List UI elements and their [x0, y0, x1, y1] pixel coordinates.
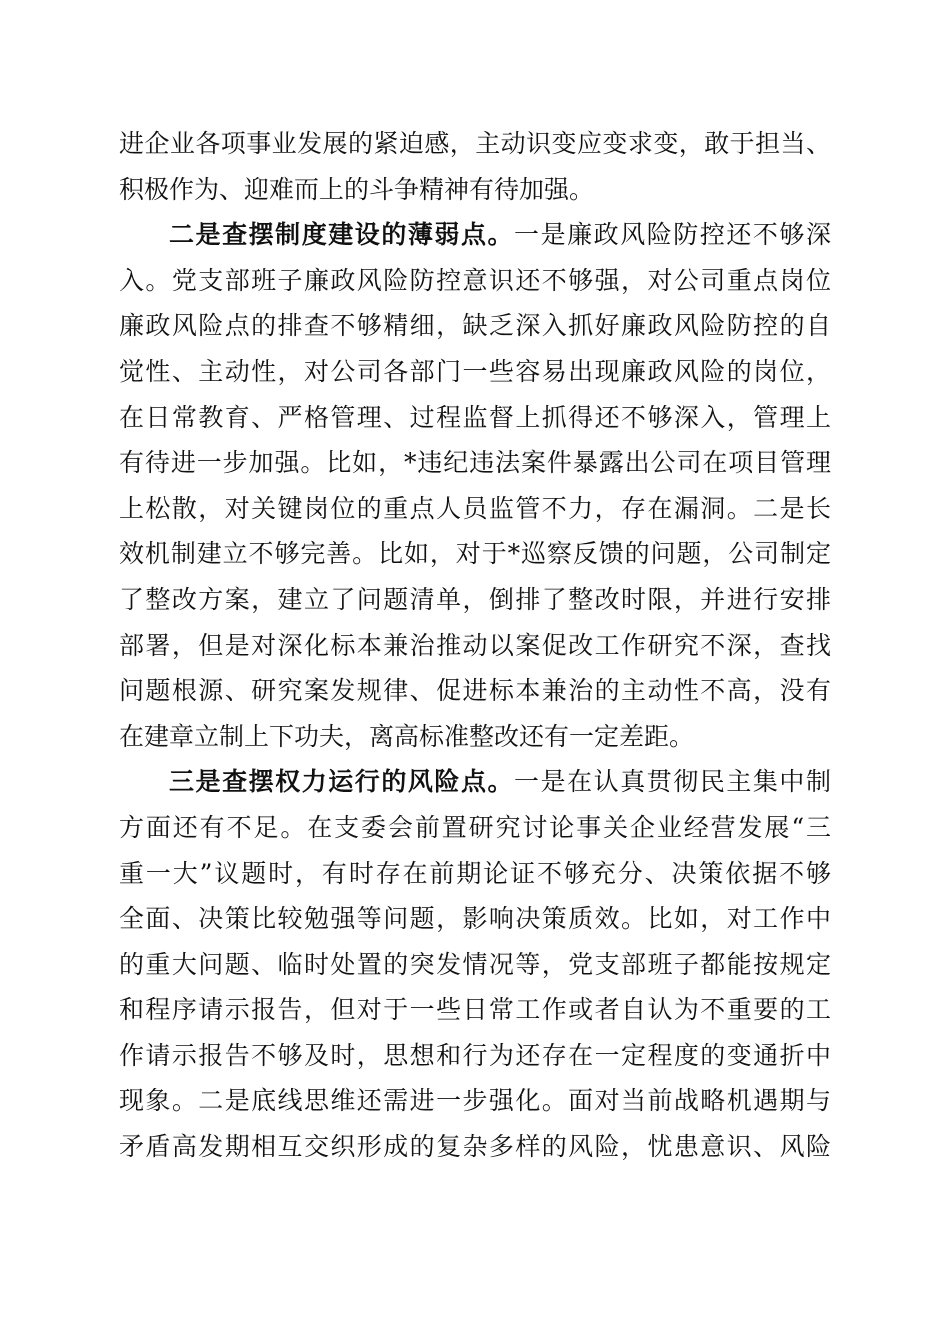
- document-body: [119, 121, 831, 1170]
- paragraph-2-line-2: 入。党支部班子廉政风险防控意识还不够强，对公司重点岗位: [119, 265, 831, 295]
- paragraph-3-line-9: 矛盾高发期相互交织形成的复杂多样的风险，忧患意识、风险: [119, 1132, 831, 1162]
- paragraph-2-lead: 二是查摆制度建设的薄弱点。: [169, 220, 515, 250]
- paragraph-3-lead: 三是查摆权力运行的风险点。: [169, 767, 515, 797]
- paragraph-3-line-4: 全面、决策比较勉强等问题，影响决策质效。比如，对工作中: [119, 904, 831, 934]
- paragraph-3-line-7: 作请示报告不够及时，思想和行为还存在一定程度的变通折中: [119, 1040, 831, 1070]
- paragraph-2-line-3: 廉政风险点的排查不够精细，缺乏深入抓好廉政风险防控的自: [119, 311, 831, 341]
- paragraph-3-line-3: 重一大”议题时，有时存在前期论证不够充分、决策依据不够: [119, 858, 831, 888]
- paragraph-3-line-1: [119, 759, 831, 805]
- paragraph-3-line-1-text: 一是在认真贯彻民主集中制: [514, 767, 831, 797]
- paragraph-2-line-10: 部署，但是对深化标本兼治推动以案促改工作研究不深，查找: [119, 630, 831, 660]
- paragraph-3-line-8: 现象。二是底线思维还需进一步强化。面对当前战略机遇期与: [119, 1086, 831, 1116]
- paragraph-3-line-2: 方面还有不足。在支委会前置研究讨论事关企业经营发展“三: [119, 812, 831, 842]
- paragraph-2-line-7: 上松散，对关键岗位的重点人员监管不力，存在漏洞。二是长: [119, 493, 831, 523]
- paragraph-2-line-1-text: 一是廉政风险防控还不够深: [514, 220, 831, 250]
- paragraph-1-line-2: 积极作为、迎难而上的斗争精神有待加强。: [119, 174, 595, 204]
- paragraph-1-line-1: 进企业各项事业发展的紧迫感，主动识变应变求变，敢于担当、: [119, 129, 831, 158]
- paragraph-2-line-6: 有待进一步加强。比如，*违纪违法案件暴露出公司在项目管理: [119, 448, 831, 478]
- paragraph-2-line-12: 在建章立制上下功夫，离高标准整改还有一定差距。: [119, 721, 695, 751]
- paragraph-2-line-1: [119, 212, 831, 258]
- paragraph-2-line-4: 觉性、主动性，对公司各部门一些容易出现廉政风险的岗位，: [119, 356, 831, 386]
- paragraph-2-line-11: 问题根源、研究案发规律、促进标本兼治的主动性不高，没有: [119, 676, 831, 706]
- paragraph-2-line-8: 效机制建立不够完善。比如，对于*巡察反馈的问题，公司制定: [119, 539, 831, 569]
- paragraph-2-line-9: 了整改方案，建立了问题清单，倒排了整改时限，并进行安排: [119, 584, 831, 614]
- paragraph-2-line-5: 在日常教育、严格管理、过程监督上抓得还不够深入，管理上: [119, 402, 831, 432]
- paragraph-3-line-5: 的重大问题、临时处置的突发情况等，党支部班子都能按规定: [119, 949, 831, 979]
- paragraph-3-line-6: 和程序请示报告，但对于一些日常工作或者自认为不重要的工: [119, 995, 831, 1025]
